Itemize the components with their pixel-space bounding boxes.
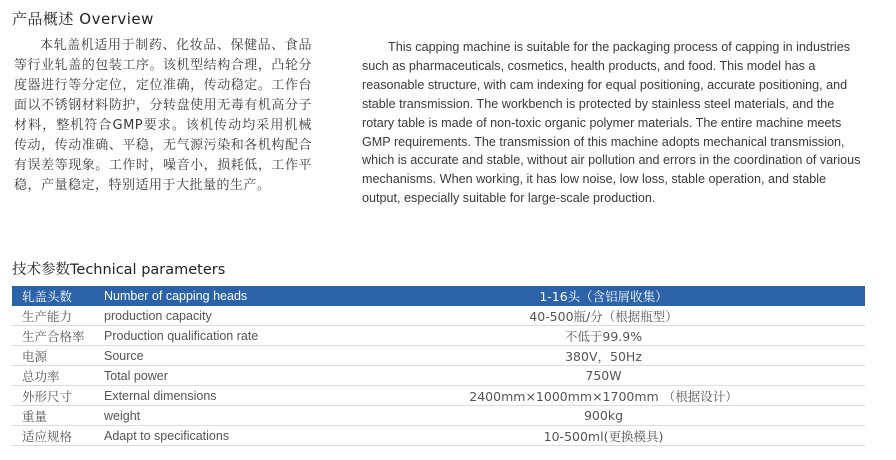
param-name-cn: 外形尺寸: [12, 386, 94, 406]
param-value: 不低于99.9%: [342, 326, 865, 346]
param-value: 2400mm×1000mm×1700mm （根据设计）: [342, 386, 865, 406]
table-row: [12, 406, 865, 426]
param-name-en: Number of capping heads: [94, 286, 342, 306]
param-name-en: Total power: [94, 366, 342, 386]
table-row: [12, 286, 865, 306]
overview-title: 产品概述 Overview: [12, 10, 154, 28]
overview-english-text: This capping machine is suitable for the packaging process of capping in industries such as pharmaceuticals, cosmetics, health products, and food. This model has a reasonable structure, with cam indexing for equal positioning, accurate positioning, and stable transmission. The workbench is protected by stainless steel materials, and the rotary table is made of non-toxic organic polymer materials. The entire machine meets GMP requirements. The transmission of this machine adopts mechanical transmission, which is accurate and stable, without air pollution and errors in the coordination of various mechanisms. When working, it has low noise, low loss, stable operation, and stable output, especially suitable for large-scale production.: [362, 40, 861, 206]
param-name-cn: 生产能力: [12, 306, 94, 326]
param-name-cn: 适应规格: [12, 426, 94, 446]
table-row: [12, 306, 865, 326]
table-row: [12, 326, 865, 346]
param-value: 10-500ml(更换模具): [342, 426, 865, 446]
param-name-en: Production qualification rate: [94, 326, 342, 346]
param-value: 1-16头（含铝屑收集）: [342, 286, 865, 306]
param-name-en: External dimensions: [94, 386, 342, 406]
param-name-cn: 电源: [12, 346, 94, 366]
table-row: [12, 386, 865, 406]
param-name-cn: 轧盖头数: [12, 286, 94, 306]
param-name-en: production capacity: [94, 306, 342, 326]
param-name-cn: 总功率: [12, 366, 94, 386]
param-name-cn: 生产合格率: [12, 326, 94, 346]
technical-parameters-title: 技术参数Technical parameters: [12, 262, 226, 278]
param-value: 380V，50Hz: [342, 346, 865, 366]
param-value: 900kg: [342, 406, 865, 426]
table-row: [12, 346, 865, 366]
param-name-cn: 重量: [12, 406, 94, 426]
table-row: [12, 366, 865, 386]
param-name-en: Adapt to specifications: [94, 426, 342, 446]
param-value: 40-500瓶/分（根据瓶型）: [342, 306, 865, 326]
overview-chinese-text: 本轧盖机适用于制药、化妆品、保健品、食品等行业轧盖的包装工序。该机型结构合理，凸轮分度器进行等分定位，定位准确，传动稳定。工作台面以不锈钢材料防护，分转盘使用无毒有机高分子材料，整机符合GMP要求。该机传动均采用机械传动，传动准确、平稳，无气源污染和各机构配合有误差等现象。工作时，噪音小，损耗低，工作平稳，产量稳定，特别适用于大批量的生产。: [14, 38, 312, 193]
param-name-en: Source: [94, 346, 342, 366]
param-value: 750W: [342, 366, 865, 386]
technical-parameters-table: [12, 286, 865, 446]
param-name-en: weight: [94, 406, 342, 426]
table-row: [12, 426, 865, 446]
